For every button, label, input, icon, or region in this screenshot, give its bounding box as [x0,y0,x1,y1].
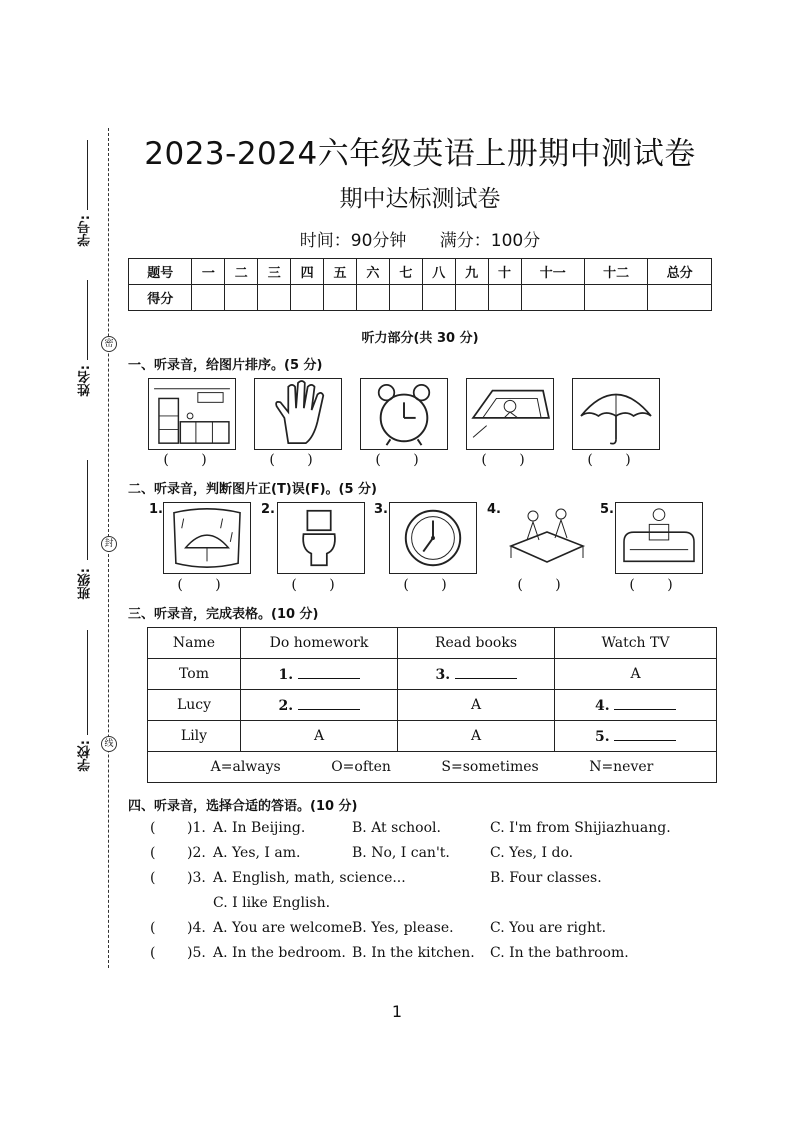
chart-header: Name [148,628,241,659]
answer-paren[interactable]: ( ) [375,452,433,468]
school-field[interactable] [87,630,88,735]
score-cell: 十一 [521,259,584,285]
chart-value: A [398,721,555,752]
family-table-icon [503,502,591,574]
score-input[interactable] [521,285,584,311]
option-a[interactable]: A. English, math, science... [213,870,406,886]
rain-umbrella-icon [163,502,251,574]
option-a[interactable]: A. In Beijing. [213,820,306,836]
score-input[interactable] [422,285,455,311]
item-number: 1. [149,502,163,517]
student-no-label: 学号: [78,215,93,247]
blank-number: 1. [278,666,294,683]
chart-blank-cell[interactable] [241,690,398,721]
chart-name: Tom [148,659,241,690]
question-paren[interactable]: ( [150,945,156,961]
seal-xian: 线 [101,736,117,752]
score-cell: 二 [225,259,258,285]
score-cell: 七 [389,259,422,285]
wall-clock-icon [389,502,477,574]
item-number: 2. [261,502,275,517]
question-paren[interactable]: ( [150,920,156,936]
blank-number: 2. [278,697,294,714]
answer-paren[interactable]: ( ) [269,452,327,468]
score-cell: 一 [192,259,225,285]
score-input[interactable] [455,285,488,311]
chart-row [148,690,717,721]
score-cell: 九 [455,259,488,285]
score-cell: 总分 [648,259,712,285]
chart-header: Watch TV [555,628,717,659]
answer-paren[interactable]: ( ) [517,577,575,593]
blank-line[interactable] [298,666,360,679]
hand-icon [254,378,342,450]
item-number: 5. [600,502,614,517]
score-cell: 三 [258,259,291,285]
score-cell: 十二 [584,259,647,285]
chart-legend-row [148,752,717,783]
blank-number: 5. [594,728,610,745]
full-score: 满分：100分 [439,231,541,251]
score-input[interactable] [356,285,389,311]
listening-part-title: 听力部分(共 30 分) [361,331,479,346]
chart-blank-cell[interactable] [555,721,717,752]
blank-number: 3. [435,666,451,683]
option-a[interactable]: A. Yes, I am. [213,845,301,861]
blank-line[interactable] [614,697,676,710]
time-limit: 时间：90分钟 [299,231,407,251]
toilet-icon [277,502,365,574]
chart-value: A [555,659,717,690]
option-b[interactable]: B. No, I can't. [352,845,450,861]
chart-name: Lucy [148,690,241,721]
question-number: )4. [187,920,206,936]
blank-number: 4. [594,697,610,714]
chart-value: A [398,690,555,721]
option-b[interactable]: B. Yes, please. [352,920,454,936]
car-icon [466,378,554,450]
question-number: )3. [187,870,206,886]
section-1-title: 一、听录音，给图片排序。(5 分) [128,358,323,373]
option-b[interactable]: B. Four classes. [490,870,602,886]
item-number: 3. [374,502,388,517]
question-paren[interactable]: ( [150,820,156,836]
score-input[interactable] [258,285,291,311]
sofa-reading-icon [615,502,703,574]
option-c[interactable]: C. I'm from Shijiazhuang. [490,820,671,836]
question-paren[interactable]: ( [150,870,156,886]
chart-blank-cell[interactable] [555,690,717,721]
score-input[interactable] [488,285,521,311]
legend-never: N=never [589,759,654,775]
score-input[interactable] [584,285,647,311]
page-subtitle: 期中达标测试卷 [339,186,501,212]
chart-header: Do homework [241,628,398,659]
score-table-header-row [129,259,712,285]
score-input[interactable] [291,285,324,311]
chart-name: Lily [148,721,241,752]
question-number: )2. [187,845,206,861]
item-number: 4. [487,502,501,517]
score-cell: 六 [356,259,389,285]
blank-line[interactable] [298,697,360,710]
option-c[interactable]: C. In the bathroom. [490,945,629,961]
school-label: 学校: [78,740,93,772]
option-a[interactable]: A. You are welcome. [213,920,357,936]
score-cell: 五 [324,259,357,285]
chart-header: Read books [398,628,555,659]
chart-row [148,721,717,752]
score-input[interactable] [192,285,225,311]
section-2-title: 二、听录音，判断图片正(T)误(F)。(5 分) [128,482,377,497]
name-label: 姓名: [78,365,93,397]
class-field[interactable] [87,460,88,560]
score-input[interactable] [225,285,258,311]
page-number: 1 [391,1002,403,1021]
blank-line[interactable] [614,728,676,741]
score-table [128,258,712,311]
score-cell: 四 [291,259,324,285]
chart-legend [148,752,717,783]
chart-blank-cell[interactable] [241,659,398,690]
chart-header-row [148,628,717,659]
legend-often: O=often [331,759,391,775]
option-c[interactable]: C. Yes, I do. [490,845,574,861]
option-c[interactable]: C. You are right. [490,920,607,936]
chart-row [148,659,717,690]
name-field[interactable] [87,280,88,360]
answer-paren[interactable]: ( ) [481,452,539,468]
chart-value: A [241,721,398,752]
score-cell: 八 [422,259,455,285]
question-paren[interactable]: ( [150,845,156,861]
answer-paren[interactable]: ( ) [291,577,349,593]
option-c[interactable]: C. I like English. [213,895,331,911]
answer-paren[interactable]: ( ) [163,452,221,468]
legend-always: A=always [210,759,281,775]
umbrella-icon [572,378,660,450]
student-no-field[interactable] [87,140,88,210]
question-number: )1. [187,820,206,836]
score-input[interactable] [389,285,422,311]
option-a[interactable]: A. In the bedroom. [213,945,346,961]
answer-paren[interactable]: ( ) [177,577,235,593]
section-3-title: 三、听录音，完成表格。(10 分) [128,607,319,622]
seal-feng: 封 [101,536,117,552]
score-input[interactable] [324,285,357,311]
score-input[interactable] [648,285,712,311]
class-label: 班级: [78,568,93,600]
score-cell: 题号 [129,259,192,285]
answer-paren[interactable]: ( ) [403,577,461,593]
score-table-input-row [129,285,712,311]
page-title: 2023-2024六年级英语上册期中测试卷 [144,136,696,172]
legend-sometimes: S=sometimes [441,759,539,775]
option-b[interactable]: B. At school. [352,820,441,836]
score-cell: 十 [488,259,521,285]
alarm-clock-icon [360,378,448,450]
question-number: )5. [187,945,206,961]
answer-paren[interactable]: ( ) [587,452,645,468]
seal-mi: 密 [101,336,117,352]
answer-paren[interactable]: ( ) [629,577,687,593]
score-row-label: 得分 [129,285,192,311]
option-b[interactable]: B. In the kitchen. [352,945,475,961]
kitchen-icon [148,378,236,450]
blank-line[interactable] [455,666,517,679]
exam-info [140,226,700,251]
listening-chart-table [147,627,717,783]
chart-blank-cell[interactable] [398,659,555,690]
section-4-title: 四、听录音，选择合适的答语。(10 分) [128,799,358,814]
